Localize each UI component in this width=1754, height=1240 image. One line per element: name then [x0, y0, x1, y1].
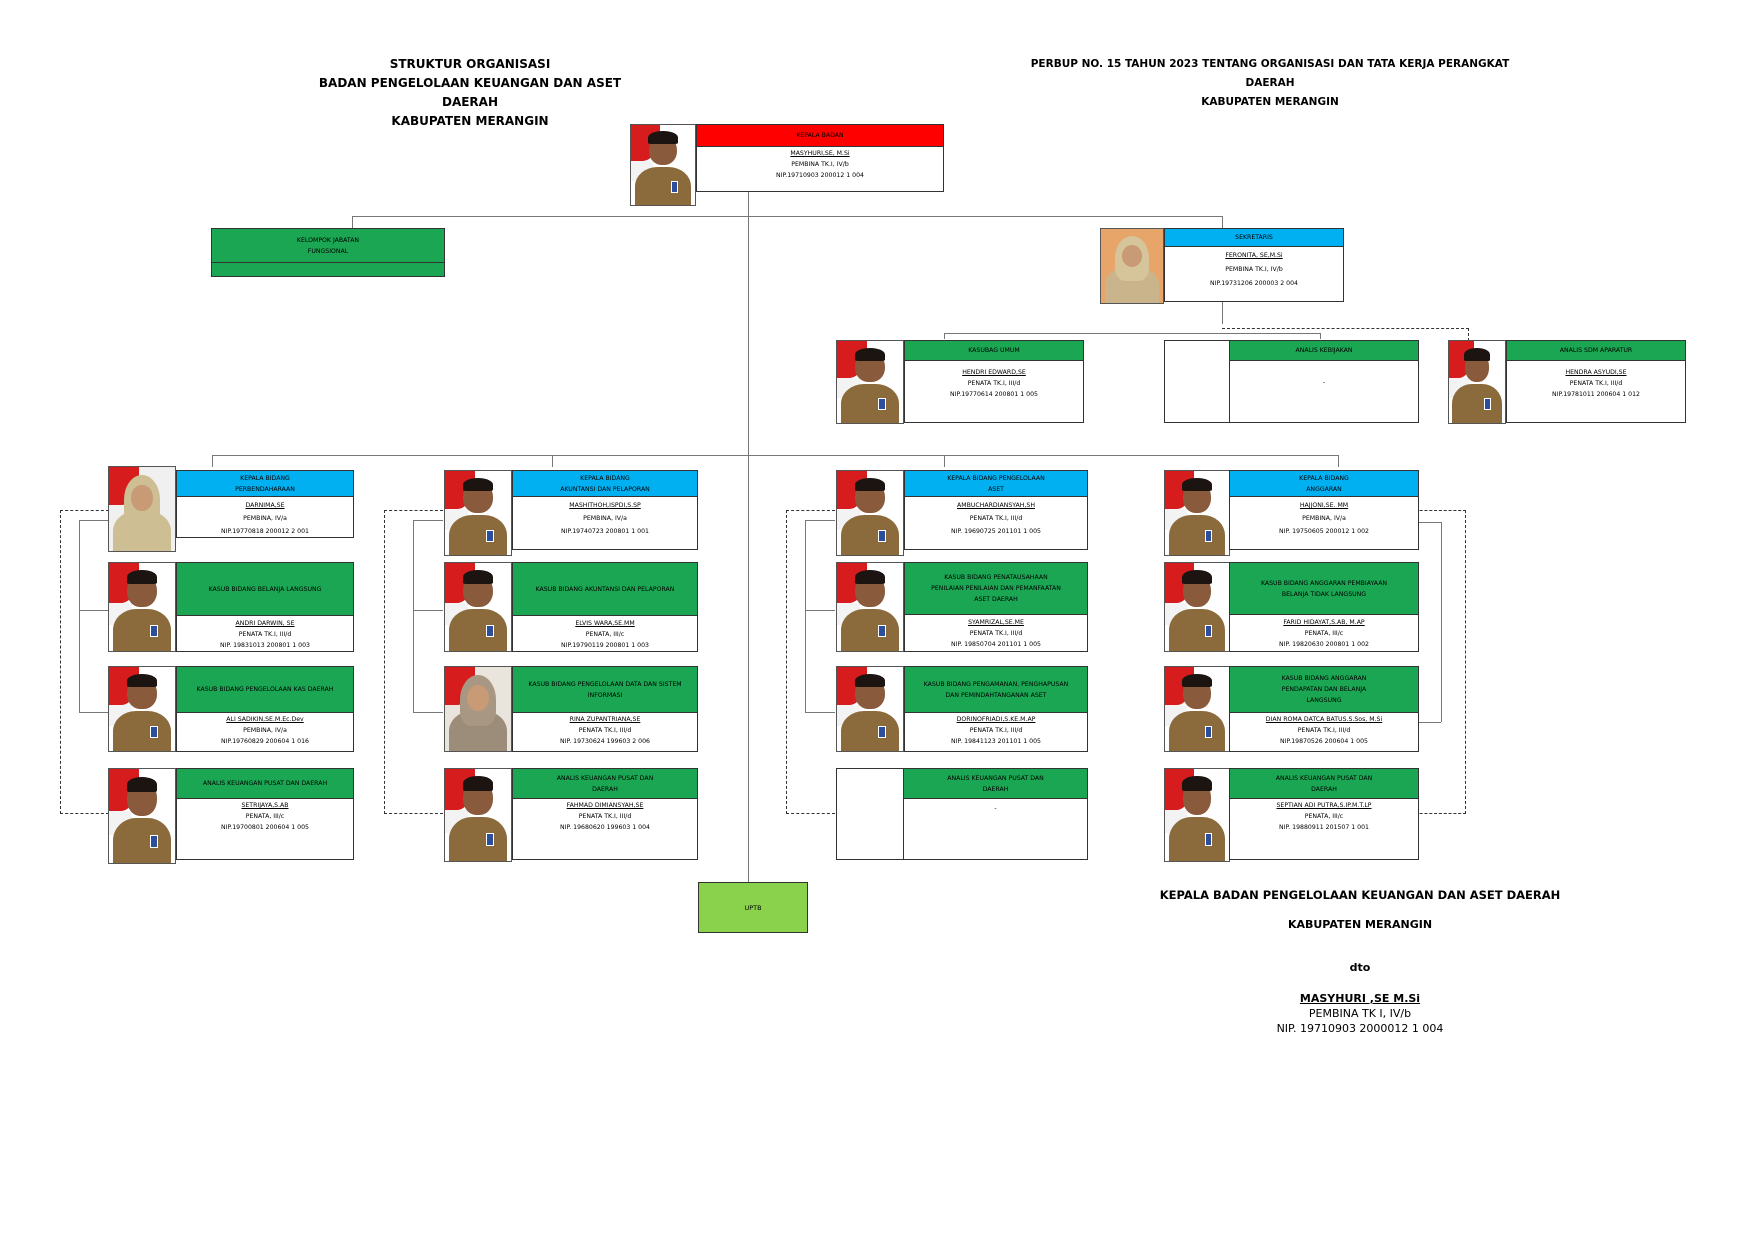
bidang4-sub2-rank: PENATA TK.I, III/d: [1297, 727, 1351, 734]
kelompok-box: [211, 228, 445, 277]
bidang3-sub1-rank: PENATA TK.I, III/d: [969, 630, 1023, 637]
analis-kebijakan-title: ANALIS KEBIJAKAN: [1230, 341, 1418, 361]
bidang4-head-name: HAJJONI,SE. MM: [1299, 502, 1349, 509]
bidang2-head-name: MASHITHOH,ISPDI,S.SP: [569, 502, 641, 509]
bidang1-sub1-photo: [108, 562, 176, 652]
bidang3-sub2-rank: PENATA TK.I, III/d: [969, 727, 1023, 734]
kasubag-title: KASUBAG UMUM: [905, 341, 1083, 361]
bidang2-drop: [552, 455, 553, 467]
kepala-name: MASYHURI,SE, M.Si: [790, 150, 850, 157]
kepala-nip: NIP.19710903 200012 1 004: [776, 172, 864, 179]
bidang4-sub1-nip: NIP. 19820630 200801 1 002: [1279, 641, 1369, 648]
bidang2-sub1-name: ELVIS WARA,SE.MM: [575, 620, 635, 627]
bidang4-sub3-box: [1229, 768, 1419, 860]
bidang1-sub2-rank: PEMBINA, IV/a: [243, 727, 287, 734]
bidang1-sub1-nip: NIP. 19831013 200801 1 003: [220, 642, 310, 649]
bidang-branch-line: [212, 455, 1338, 456]
bidang2-sub1-title: KASUB BIDANG AKUNTANSI DAN PELAPORAN: [513, 563, 697, 616]
analis-kebijakan-box: [1229, 340, 1419, 423]
bidang2-sub3-rank: PENATA TK.I, III/d: [578, 813, 632, 820]
bidang4-head-title: KEPALA BIDANG ANGGARAN: [1230, 471, 1418, 497]
bidang3-sub3-title: ANALIS KEUANGAN PUSAT DAN DAERAH: [904, 769, 1087, 799]
bidang2-sub2-box: [512, 666, 698, 752]
bidang3-sub2-name: DORINOFRIADI,S.KE.M.AP: [956, 716, 1036, 723]
analis-sdm-nip: NIP.19781011 200604 1 012: [1552, 391, 1640, 398]
signature-line2: KABUPATEN MERANGIN: [1287, 918, 1433, 931]
bidang2-sub3-title: ANALIS KEUANGAN PUSAT DAN DAERAH: [513, 769, 697, 799]
sekretaris-rank: PEMBINA TK.I, IV/b: [1225, 266, 1283, 273]
bidang4-sub1-title: KASUB BIDANG ANGGARAN PEMBIAYAAN BELANJA TIDAK LANGSUNG: [1230, 563, 1418, 615]
bidang1-sub2-title: KASUB BIDANG PENGELOLAAN KAS DAERAH: [177, 667, 353, 713]
bidang3-head-box: [904, 470, 1088, 550]
bidang4-sub1-photo: [1164, 562, 1230, 652]
kepala-title: KEPALA BADAN: [697, 125, 943, 147]
bidang1-sub2-name: ALI SADIKIN,SE.M.Ec.Dev: [226, 716, 304, 723]
signature-rank: PEMBINA TK I, IV/b: [1308, 1007, 1412, 1020]
analis-sdm-title: ANALIS SDM APARATUR: [1507, 341, 1685, 361]
bidang4-sub2-name: DIAN ROMA DATCA BATUS.S.Sos, M.Si: [1265, 716, 1383, 723]
bidang1-sub2-box: [176, 666, 354, 752]
bidang4-sub3-name: SEPTIAN ADI PUTRA,S.IP.M.T.LP: [1276, 802, 1372, 809]
bidang3-sub1-box: [904, 562, 1088, 652]
bidang3-drop: [944, 455, 945, 467]
bidang4-sub1-rank: PENATA, III/c: [1304, 630, 1344, 637]
sek-staff-line: [1222, 302, 1223, 324]
org-title-line1: STRUKTUR ORGANISASI: [389, 57, 551, 71]
bidang2-sub2-nip: NIP. 19730624 199603 2 006: [560, 738, 650, 745]
bidang3-sub2-nip: NIP. 19841123 201101 1 005: [951, 738, 1041, 745]
org-title-line3: KABUPATEN MERANGIN: [391, 114, 549, 128]
trunk-line: [748, 192, 749, 882]
signature-block: [1150, 888, 1570, 1035]
bidang1-sub3-photo: [108, 768, 176, 864]
kelompok-line2: FUNGSIONAL: [307, 247, 349, 255]
bidang2-sub2-title: KASUB BIDANG PENGELOLAAN DATA DAN SISTEM INFORMASI: [513, 667, 697, 713]
bidang2-sub3-name: FAHMAD DIMIANSYAH,SE: [566, 802, 644, 809]
bidang4-sub2-nip: NIP.19870526 200604 1 005: [1280, 738, 1368, 745]
bidang3-head-rank: PENATA TK.I, III/d: [969, 515, 1023, 522]
bidang2-sub2-rank: PENATA TK.I, III/d: [578, 727, 632, 734]
sekretaris-nip: NIP.19731206 200003 2 004: [1210, 280, 1298, 287]
bidang1-sub2-nip: NIP.19760829 200604 1 016: [221, 738, 309, 745]
bidang1-drop: [212, 455, 213, 467]
signature-line1: KEPALA BADAN PENGELOLAAN KEUANGAN DAN ASET DAERAH: [1159, 888, 1561, 902]
bidang4-sub1-box: [1229, 562, 1419, 652]
kasubag-photo: [836, 340, 904, 424]
signature-name: MASYHURI ,SE M.Si: [1299, 992, 1421, 1005]
regulation-title: [1020, 55, 1520, 112]
analis-sdm-rank: PENATA TK.I, III/d: [1569, 380, 1623, 387]
col2-dash-conn: [384, 510, 443, 814]
bidang1-sub3-box: [176, 768, 354, 860]
bidang4-sub3-photo: [1164, 768, 1230, 862]
bidang3-sub3-box: [903, 768, 1088, 860]
kasubag-rank: PENATA TK.I, III/d: [967, 380, 1021, 387]
bidang3-head-title: KEPALA BIDANG PENGELOLAAN ASET: [905, 471, 1087, 497]
bidang2-head-title: KEPALA BIDANG AKUNTANSI DAN PELAPORAN: [513, 471, 697, 497]
sekretaris-photo: [1100, 228, 1164, 304]
bidang2-sub2-photo: [444, 666, 512, 752]
analis-sdm-name: HENDRA ASYUDI,SE: [1565, 369, 1627, 376]
org-title-line2: BADAN PENGELOLAAN KEUANGAN DAN ASET DAERAH: [318, 76, 622, 109]
bidang2-sub1-rank: PENATA, III/c: [585, 631, 625, 638]
bidang4-head-photo: [1164, 470, 1230, 556]
regulation-line1: PERBUP NO. 15 TAHUN 2023 TENTANG ORGANISASI DAN TATA KERJA PERANGKAT DAERAH: [1030, 58, 1510, 89]
bidang2-head-photo: [444, 470, 512, 556]
bidang3-sub2-box: [904, 666, 1088, 752]
analis-sdm-box: [1506, 340, 1686, 423]
bidang4-head-nip: NIP. 19750605 200012 1 002: [1279, 528, 1369, 535]
bidang3-head-photo: [836, 470, 904, 556]
analis-kebijakan-value: -: [1322, 379, 1326, 386]
bidang4-head-box: [1229, 470, 1419, 550]
uptb-box: [698, 882, 808, 933]
kepala-photo: [630, 124, 696, 206]
sekretaris-drop: [1222, 216, 1223, 228]
kepala-rank: PEMBINA TK.I, IV/b: [791, 161, 849, 168]
bidang1-sub3-title: ANALIS KEUANGAN PUSAT DAN DAERAH: [177, 769, 353, 799]
bidang1-sub1-name: ANDRI DARWIN, SE: [235, 620, 295, 627]
bidang3-sub1-name: SYAMRIZAL,SE.ME: [968, 619, 1024, 626]
bidang1-sub1-box: [176, 562, 354, 652]
bidang4-sub1-name: FARID HIDAYAT,S.AB, M.AP: [1283, 619, 1365, 626]
kelompok-line1: KELOMPOK JABATAN: [296, 236, 360, 244]
bidang4-drop: [1338, 455, 1339, 467]
bidang3-sub3-value: -: [994, 805, 997, 812]
org-title: [300, 55, 640, 131]
bidang1-head-box: [176, 470, 354, 538]
bidang4-sub2-title: KASUB BIDANG ANGGARAN PENDAPATAN DAN BELANJA LANGSUNG: [1230, 667, 1418, 713]
regulation-line2: KABUPATEN MERANGIN: [1201, 96, 1339, 108]
bidang4-head-rank: PEMBINA, IV/a: [1302, 515, 1346, 522]
bidang3-sub1-photo: [836, 562, 904, 652]
bidang1-head-nip: NIP.19770818 200012 2 001: [221, 528, 309, 535]
bidang4-sub3-rank: PENATA, III/c: [1304, 813, 1344, 820]
uptb-label: UPTB: [744, 903, 762, 912]
bidang1-head-title: KEPALA BIDANG PERBENDAHARAAN: [177, 471, 353, 497]
bidang3-sub2-title: KASUB BIDANG PENGAMANAN, PENGHAPUSAN DAN PEMINDAHTANGANAN ASET: [905, 667, 1087, 713]
bidang1-sub3-name: SETRIJAYA,S.AB: [241, 802, 289, 809]
bidang3-head-nip: NIP. 19690725 201101 1 005: [951, 528, 1041, 535]
bidang2-sub1-box: [512, 562, 698, 652]
kasubag-nip: NIP.19770614 200801 1 005: [950, 391, 1038, 398]
analis-sdm-photo: [1448, 340, 1506, 424]
bidang2-sub1-photo: [444, 562, 512, 652]
signature-dto: dto: [1349, 961, 1371, 974]
bidang2-head-box: [512, 470, 698, 550]
bidang2-head-nip: NIP.19740723 200801 1 001: [561, 528, 649, 535]
bidang4-sub2-box: [1229, 666, 1419, 752]
bidang1-sub1-title: KASUB BIDANG BELANJA LANGSUNG: [177, 563, 353, 616]
bidang1-sub3-rank: PENATA, III/c: [245, 813, 285, 820]
bidang4-sub3-nip: NIP. 19880911 201507 1 001: [1279, 824, 1369, 831]
bidang1-head-photo: [108, 466, 176, 552]
bidang1-head-name: DARNIMA,SE: [245, 502, 285, 509]
kasubag-box: [904, 340, 1084, 423]
bidang2-head-rank: PEMBINA, IV/a: [583, 515, 627, 522]
bidang3-sub1-nip: NIP. 19850704 201101 1 005: [951, 641, 1041, 648]
bidang2-sub2-name: RINA ZUPANTRIANA,SE: [569, 716, 641, 723]
bidang3-head-name: AMBUCHARDIANSYAH,SH: [957, 502, 1035, 509]
bidang2-sub3-nip: NIP. 19680620 199603 1 004: [560, 824, 650, 831]
kasubag-drop: [944, 333, 945, 339]
col1-dash-conn: [60, 510, 109, 814]
sekretaris-name: FERONITA, SE,M.Si: [1225, 252, 1283, 259]
bidang2-sub3-box: [512, 768, 698, 860]
kasubag-name: HENDRI EDWARD,SE: [962, 369, 1026, 376]
sekretaris-box: [1164, 228, 1344, 302]
kelompok-drop: [352, 216, 353, 228]
col3-dash-conn: [786, 510, 835, 814]
bidang3-sub2-photo: [836, 666, 904, 752]
sekretaris-title: SEKRETARIS: [1165, 229, 1343, 247]
bidang1-sub1-rank: PENATA TK.I, III/d: [238, 631, 292, 638]
signature-nip: NIP. 19710903 2000012 1 004: [1276, 1022, 1444, 1035]
bidang4-sub3-title: ANALIS KEUANGAN PUSAT DAN DAERAH: [1230, 769, 1418, 799]
bidang2-sub1-nip: NIP.19790119 200801 1 003: [561, 642, 649, 649]
bidang2-sub3-photo: [444, 768, 512, 862]
kepala-box: [696, 124, 944, 192]
bidang3-sub3-photo-slot: [836, 768, 904, 860]
bidang3-sub1-title: KASUB BIDANG PENATAUSAHAAN PENILAIAN PENILAIAN DAN PEMANFAATAN ASET DAERAH: [905, 563, 1087, 615]
bidang1-head-rank: PEMBINA, IV/a: [243, 515, 287, 522]
top-branch-line: [352, 216, 1222, 217]
bidang4-sub2-photo: [1164, 666, 1230, 752]
bidang1-sub3-nip: NIP.19700801 200604 1 005: [221, 824, 309, 831]
bidang1-sub2-photo: [108, 666, 176, 752]
analis-kebijakan-photo-slot: [1164, 340, 1230, 423]
